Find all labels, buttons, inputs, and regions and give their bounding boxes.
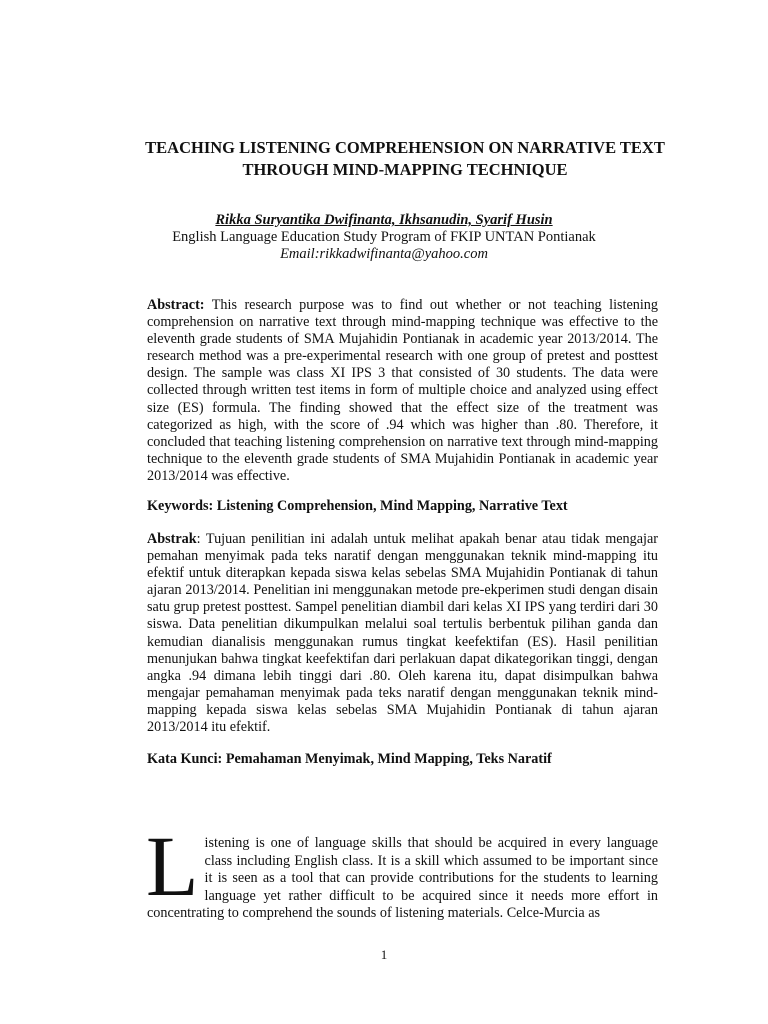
- body-text: istening is one of language skills that should be acquired in every language class including English class. It is a skill which assumed to be important since it is seen as a tool that can provide contributions for the students to learning language yet rather difficult to be acquired since it needs more effort in concentrating to comprehend the sounds of listening materials. Celce-Murcia as: [147, 835, 658, 922]
- body-paragraph: [146, 818, 658, 923]
- abstract-text: This research purpose was to find out whether or not teaching listening comprehension on narrative text through mind-mapping technique was effective to the eleventh grade students of SMA Mujahidin Pontianak in academic year 2013/2014. The research method was a pre-experimental research with one group of pretest and posttest design. The sample was class XI IPS 3 that consisted of 30 students. The data were collected through written test items in form of multiple choice and analyzed using effect size (ES) formula. The finding showed that the effect size of the treatment was categorized as high, with the score of .94 which was higher than .80. Therefore, it concluded that teaching listening comprehension on narrative text through mind-mapping technique to the eleventh grade students of SMA Mujahidin Pontianak in academic year 2013/2014 was effective.: [147, 297, 658, 484]
- author-names: Rikka Suryantika Dwifinanta, Ikhsanudin, Syarif Husin: [215, 212, 553, 228]
- author-affiliation: English Language Education Study Program of FKIP UNTAN Pontianak: [172, 229, 596, 245]
- drop-cap: L: [146, 818, 199, 914]
- abstrak-text: : Tujuan penilitian ini adalah untuk melihat apakah benar atau tidak mengajar pemahan menyimak pada teks naratif dengan menggunakan teknik mind-mapping itu efektif untuk diterapkan kepada siswa kelas sebelas SMA Mujahidin Pontianak di tahun ajaran 2013/2014. Penelitian ini menggunakan metode pre-ekperimen studi dengan disain satu grup pretest posttest. Sampel penelitian diambil dari kelas XI IPS yang terdiri dari 30 siswa. Data penelitian dikumpulkan melalui soal tertulis berbentuk pilihan ganda dan kemudian dianalisis menggunakan rumus tingkat keefektifan (ES). Hasil penilitian menunjukan bahwa tingkat keefektifan dari perlakuan dapat dikategorikan tinggi, dengan angka .94 dimana lebih tinggi dari .80. Oleh karena itu, dapat disimpulkan bahwa mengajar pemahaman menyimak pada teks naratif dengan menggunakan teknik mind-mapping kepada siswa kelas sebelas SMA Mujahidin Pontianak di tahun ajaran 2013/2014 itu efektif.: [147, 531, 658, 736]
- abstrak-label: Abstrak: [147, 531, 197, 547]
- abstract-label: Abstract:: [147, 297, 205, 313]
- author-email: Email:rikkadwifinanta@yahoo.com: [280, 246, 488, 262]
- author-block: [0, 212, 768, 263]
- kata-kunci: Kata Kunci: Pemahaman Menyimak, Mind Mapping, Teks Naratif: [147, 751, 552, 767]
- abstract-paragraph: [147, 297, 658, 485]
- paper-title: TEACHING LISTENING COMPREHENSION ON NARRATIVE TEXT THROUGH MIND-MAPPING TECHNIQUE: [145, 138, 665, 179]
- abstrak-paragraph: [147, 531, 658, 736]
- keywords: Keywords: Listening Comprehension, Mind Mapping, Narrative Text: [147, 498, 568, 514]
- page-number: 1: [380, 947, 388, 962]
